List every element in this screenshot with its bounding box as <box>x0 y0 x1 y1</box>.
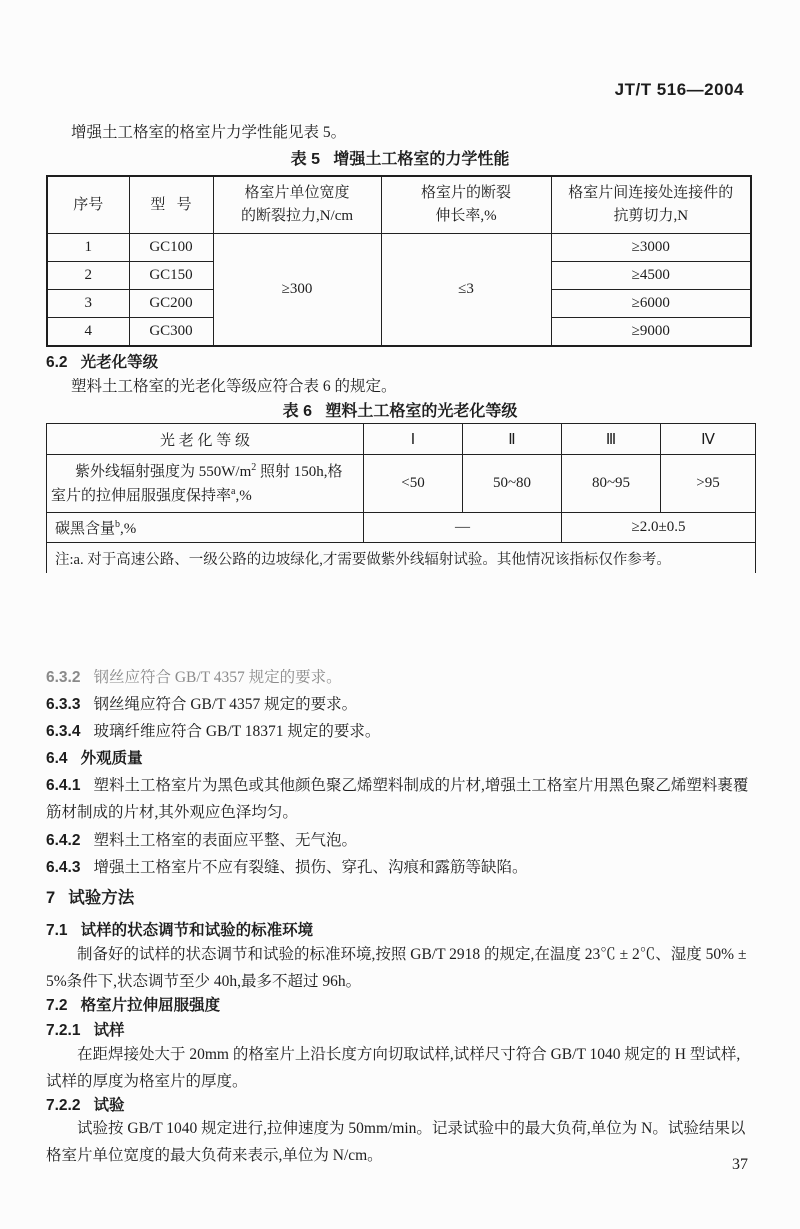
t5-r2-seq: 2 <box>47 262 129 290</box>
t5-tensile-merged: ≥300 <box>213 234 381 347</box>
clause-6-4-3-number: 6.4.3 <box>46 859 81 876</box>
page-number: 37 <box>732 1156 748 1173</box>
table6-uv-row <box>47 455 756 513</box>
t5-elongation-merged: ≤3 <box>381 234 551 347</box>
t5-r4-shear: ≥9000 <box>551 318 751 347</box>
table6-grade-2: Ⅱ <box>463 424 562 455</box>
uv-value-2: 50~80 <box>463 455 562 513</box>
table6-note: 注:a. 对于高速公路、一级公路的边坡绿化,才需要做紫外线辐射试验。其他情况该指标仅作参考。 <box>47 543 756 574</box>
heading-7-2-1 <box>46 1017 754 1044</box>
table5-col-tensile-line1: 格室片单位宽度 <box>244 185 350 201</box>
table6-header-row <box>47 424 756 455</box>
table5-col-tensile-line2: 的断裂拉力,N/cm <box>240 208 354 224</box>
t5-r4-model: GC300 <box>129 318 213 347</box>
table5-col-shear-line2: 抗剪切力,N <box>613 208 689 224</box>
table5-col-tensile <box>213 176 381 234</box>
carbon-label-part2: ,% <box>120 521 137 537</box>
table5-col-seq: 序号 <box>47 176 129 234</box>
clause-6-3-2 <box>46 664 754 691</box>
t5-r1-seq: 1 <box>47 234 129 262</box>
clause-6-4-3-text: 增强土工格室片不应有裂缝、损伤、穿孔、沟痕和露筋等缺陷。 <box>93 859 528 876</box>
t5-r3-seq: 3 <box>47 290 129 318</box>
clause-6-4-1 <box>46 772 754 826</box>
clause-6-4-1-number: 6.4.1 <box>46 777 81 794</box>
clause-6-3-3-number: 6.3.3 <box>46 696 81 713</box>
clause-6-4-2-text: 塑料土工格室的表面应平整、无气泡。 <box>93 832 357 849</box>
table6-col-label: 光 老 化 等 级 <box>47 424 364 455</box>
uv-label-part1: 紫外线辐射强度为 550W/m <box>75 463 252 480</box>
heading-7-1 <box>46 917 754 944</box>
carbon-row-label <box>47 513 364 543</box>
heading-7 <box>46 884 754 912</box>
heading-7-2-2-number: 7.2.2 <box>46 1097 81 1114</box>
clause-6-3-4 <box>46 718 754 745</box>
t5-r2-model: GC150 <box>129 262 213 290</box>
uv-row-label <box>47 455 364 513</box>
table6-grade-3: Ⅲ <box>562 424 661 455</box>
table5-col-elongation <box>381 176 551 234</box>
intro-paragraph: 增强土工格室的格室片力学性能见表 5。 <box>71 124 347 141</box>
table5-col-elongation-line2: 伸长率,% <box>435 208 497 224</box>
table5-col-shear <box>551 176 751 234</box>
uv-value-4: >95 <box>661 455 756 513</box>
carbon-value-left: — <box>364 513 562 543</box>
table5-col-shear-line1: 格室片间连接处连接件的 <box>568 185 734 201</box>
paragraph-7-2-1: 在距焊接处大于 20mm 的格室片上沿长度方向切取试样,试样尺寸符合 GB/T 1040 规定的 H 型试样,试样的厚度为格室片的厚度。 <box>46 1046 741 1090</box>
table5-row <box>47 234 751 262</box>
section-6-2-number: 6.2 <box>46 354 68 371</box>
heading-7-2-1-title: 试样 <box>93 1022 125 1039</box>
clause-6-4-2-number: 6.4.2 <box>46 832 81 849</box>
paragraph-7-1: 制备好的试样的状态调节和试验的标准环境,按照 GB/T 2918 的规定,在温度 23℃ ± 2℃、湿度 50% ± 5%条件下,状态调节至少 40h,最多不超过 96h。 <box>46 946 747 990</box>
carbon-label-sup-b: b <box>115 519 121 530</box>
t5-r1-model: GC100 <box>129 234 213 262</box>
table6-grade-1: Ⅰ <box>364 424 463 455</box>
uv-value-3: 80~95 <box>562 455 661 513</box>
section-6-2-title: 光老化等级 <box>80 354 159 371</box>
section-6-2-heading <box>46 349 754 376</box>
clause-6-3-3 <box>46 691 754 718</box>
heading-7-1-number: 7.1 <box>46 922 68 939</box>
heading-7-2-2-title: 试验 <box>93 1097 125 1114</box>
t5-r1-shear: ≥3000 <box>551 234 751 262</box>
clause-6-3-4-number: 6.3.4 <box>46 723 81 740</box>
heading-6-4-title: 外观质量 <box>80 750 143 767</box>
paragraph-7-2-2: 试验按 GB/T 1040 规定进行,拉伸速度为 50mm/min。记录试验中的最大负荷,单位为 N。试验结果以格室片单位宽度的最大负荷来表示,单位为 N/cm。 <box>46 1120 746 1164</box>
heading-6-4 <box>46 745 754 772</box>
uv-label-part2: 照射 150h,格室片的拉伸屈服强度保持率 <box>51 463 343 504</box>
heading-7-2-title: 格室片拉伸屈服强度 <box>80 997 221 1014</box>
heading-7-2-2 <box>46 1092 754 1119</box>
heading-7-2-number: 7.2 <box>46 997 68 1014</box>
table5-caption: 表 5 增强土工格室的力学性能 <box>290 151 510 168</box>
clause-6-4-1-text: 塑料土工格室片为黑色或其他颜色聚乙烯塑料制成的片材,增强土工格室片用黑色聚乙烯塑料裹覆筋材制成的片材,其外观应色泽均匀。 <box>46 777 749 821</box>
heading-7-title: 试验方法 <box>68 889 135 907</box>
table6-note-row <box>47 543 756 574</box>
table6-grade-4: Ⅳ <box>661 424 756 455</box>
uv-label-part3: ,% <box>235 487 252 504</box>
uv-value-1: <50 <box>364 455 463 513</box>
table6 <box>46 423 756 573</box>
table5 <box>46 175 752 347</box>
clause-6-3-3-text: 钢丝绳应符合 GB/T 4357 规定的要求。 <box>93 696 358 713</box>
table5-col-model: 型 号 <box>129 176 213 234</box>
t5-r2-shear: ≥4500 <box>551 262 751 290</box>
uv-label-sup-a: a <box>231 485 236 497</box>
clause-6-4-3 <box>46 854 754 881</box>
heading-7-number: 7 <box>46 889 56 907</box>
heading-7-1-title: 试样的状态调节和试验的标准环境 <box>80 922 314 939</box>
table5-col-elongation-line1: 格室片的断裂 <box>420 185 511 201</box>
t5-r4-seq: 4 <box>47 318 129 347</box>
t5-r3-shear: ≥6000 <box>551 290 751 318</box>
standard-code: JT/T 516—2004 <box>614 80 744 99</box>
clause-6-4-2 <box>46 827 754 854</box>
clause-6-3-2-text: 钢丝应符合 GB/T 4357 规定的要求。 <box>93 669 342 686</box>
table6-caption: 表 6 塑料土工格室的光老化等级 <box>282 403 518 420</box>
clause-6-3-2-number: 6.3.2 <box>46 669 81 686</box>
carbon-value-right: ≥2.0±0.5 <box>562 513 756 543</box>
heading-6-4-number: 6.4 <box>46 750 68 767</box>
heading-7-2-1-number: 7.2.1 <box>46 1022 81 1039</box>
heading-7-2 <box>46 992 754 1019</box>
table6-carbon-row <box>47 513 756 543</box>
section-6-2-body: 塑料土工格室的光老化等级应符合表 6 的规定。 <box>71 378 397 395</box>
t5-r3-model: GC200 <box>129 290 213 318</box>
carbon-label-part1: 碳黑含量 <box>55 521 116 537</box>
uv-label-sup-2: 2 <box>251 461 257 473</box>
clause-6-3-4-text: 玻璃纤维应符合 GB/T 18371 规定的要求。 <box>93 723 381 740</box>
table5-header-row <box>47 176 751 234</box>
